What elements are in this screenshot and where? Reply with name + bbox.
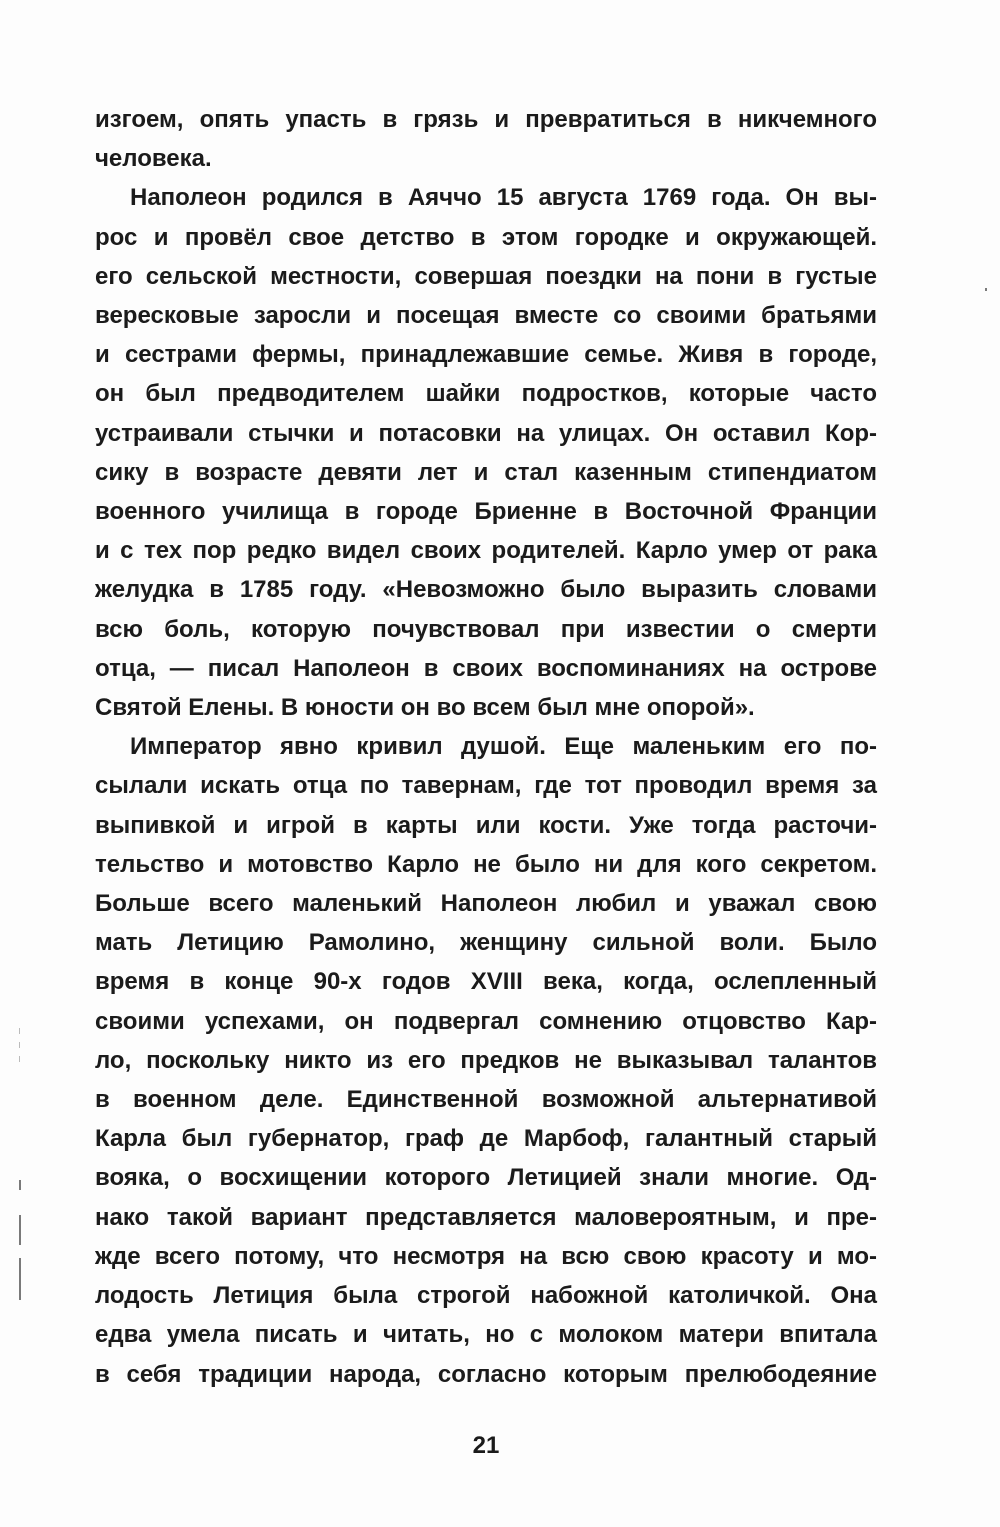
text-line: устраивали стычки и потасовки на улицах. Он оставил Кор- xyxy=(95,419,877,447)
text-line: ло, поскольку никто из его предков не выказывал талантов xyxy=(95,1046,877,1074)
text-line: желудка в 1785 году. «Невозможно было выразить словами xyxy=(95,576,877,604)
scan-mark xyxy=(985,288,987,291)
text-line: вояка, о восхищении которого Летицией знали многие. Од- xyxy=(95,1164,877,1192)
scan-mark xyxy=(19,1042,20,1048)
text-line: Император явно кривил душой. Еще маленьким его по- xyxy=(130,733,877,761)
text-line: Наполеон родился в Аяччо 15 августа 1769 года. Он вы- xyxy=(130,184,877,212)
text-line: и с тех пор редко видел своих родителей. Карло умер от рака xyxy=(95,537,877,565)
text-line: изгоем, опять упасть в грязь и превратиться в никчемного xyxy=(95,106,877,133)
text-line: нако такой вариант представляется маловероятным, и пре- xyxy=(95,1203,877,1231)
scan-mark xyxy=(19,1180,21,1190)
text-line: мать Летицию Рамолино, женщину сильной воли. Было xyxy=(95,929,877,957)
text-column xyxy=(95,100,877,1394)
text-line: тельство и мотовство Карло не было ни для кого секретом. xyxy=(95,850,877,878)
paragraph xyxy=(95,727,877,1393)
text-line: военного училища в городе Бриенне в Восточной Франции xyxy=(95,498,877,526)
page-number: 21 xyxy=(472,1432,500,1459)
text-line: жде всего потому, что несмотря на всю свою красоту и мо- xyxy=(95,1242,877,1270)
text-line: едва умела писать и читать, но с молоком матери впитала xyxy=(95,1321,877,1349)
text-line: Больше всего маленький Наполеон любил и уважал свою xyxy=(95,890,877,918)
text-line: в военном деле. Единственной возможной альтернативой xyxy=(95,1086,877,1114)
scan-mark xyxy=(19,1258,21,1300)
text-line: и сестрами фермы, принадлежавшие семье. Живя в городе, xyxy=(95,341,877,369)
text-line: время в конце 90-х годов XVIII века, когда, ослепленный xyxy=(95,968,877,996)
text-line: вересковые заросли и посещая вместе со своими братьями xyxy=(95,302,877,330)
text-line: рос и провёл свое детство в этом городке и окружающей. xyxy=(95,223,877,251)
scan-mark xyxy=(19,1028,20,1034)
text-line: он был предводителем шайки подростков, которые часто xyxy=(95,380,877,408)
text-line: его сельской местности, совершая поездки на пони в густые xyxy=(95,262,877,290)
paragraph xyxy=(95,100,877,178)
text-line: своими успехами, он подвергал сомнению отцовство Кар- xyxy=(95,1007,877,1035)
text-line: лодость Летиция была строгой набожной католичкой. Она xyxy=(95,1282,877,1310)
text-line: отца, — писал Наполеон в своих воспоминаниях на острове xyxy=(95,654,877,682)
text-line: Карла был губернатор, граф де Марбоф, галантный старый xyxy=(95,1125,877,1153)
text-line: сику в возрасте девяти лет и стал казенным стипендиатом xyxy=(95,458,877,486)
scan-mark xyxy=(19,1056,20,1062)
scan-mark xyxy=(19,1215,21,1245)
text-line: выпивкой и игрой в карты или кости. Уже тогда расточи- xyxy=(95,811,877,839)
paragraph xyxy=(95,178,877,727)
text-line: сылали искать отца по тавернам, где тот проводил время за xyxy=(95,772,877,800)
text-line: Святой Елены. В юности он во всем был мне опорой». xyxy=(95,694,755,722)
text-line: всю боль, которую почувствовал при известии о смерти xyxy=(95,615,877,643)
text-line: в себя традиции народа, согласно которым прелюбодеяние xyxy=(95,1360,877,1388)
text-line: человека. xyxy=(95,145,212,173)
